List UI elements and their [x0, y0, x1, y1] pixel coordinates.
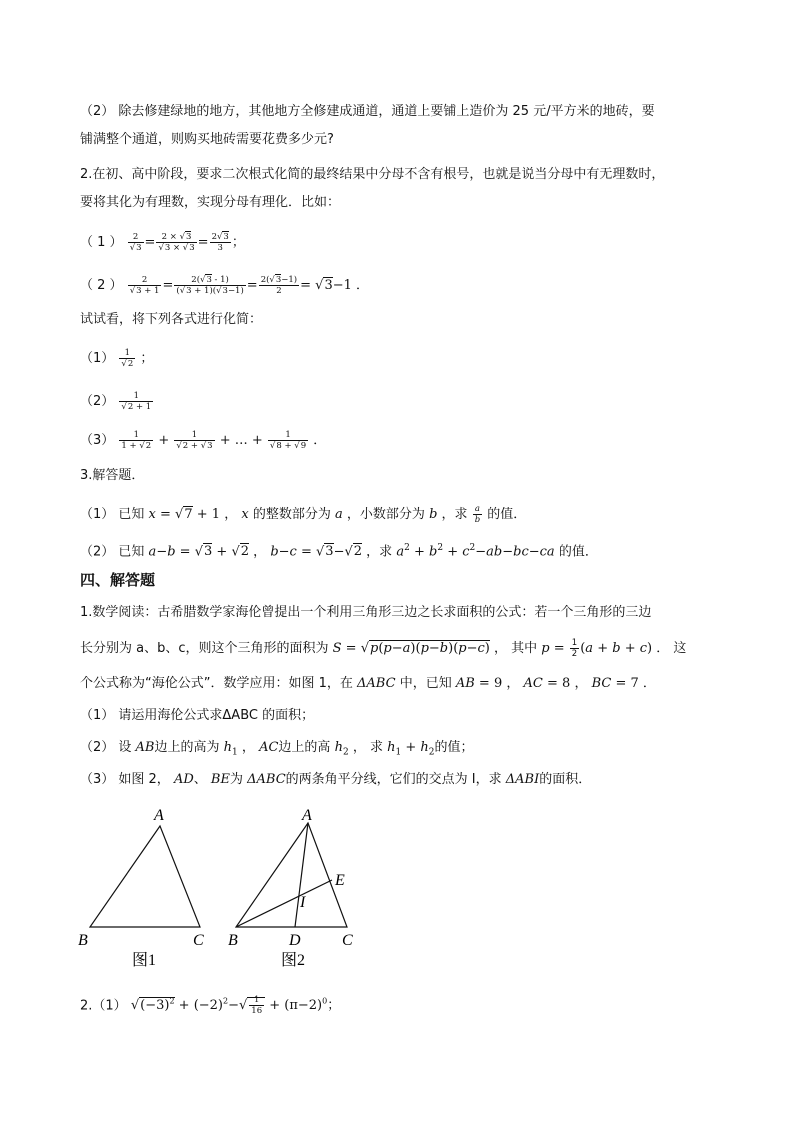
question-3 [80, 430, 326, 451]
bisector-be [236, 880, 332, 927]
figure-caption: 图2 [281, 952, 306, 969]
formula: $\frac{1}{√2 + 1}$ [121, 391, 152, 412]
vertex-label: B [228, 932, 238, 949]
formula: $\frac{1}{1 + √2}$ + $\frac{1}{√2 + √3}$ + … + $\frac{1}{√8 + √9}$ ． [121, 430, 327, 451]
problem-line: 要将其化为有理数，实现分母有理化．比如： [80, 195, 341, 210]
question-label: （3） [80, 433, 115, 448]
geometry-figures [70, 800, 370, 980]
problem-3-part-2: （2） 已知 a−b = √3 + √2 ， b−c = √3−√2 ，求 $a^2 + b^2 + c^2-ab-bc-ca$ 的值． [80, 543, 598, 560]
section-heading: 四、解答题 [80, 571, 156, 589]
heron-line-1: 1.数学阅读：古希腊数学家海伦曾提出一个利用三角形三边之长求面积的公式：若一个三角形的三边 [80, 605, 652, 620]
figure-caption: 图1 [132, 952, 157, 969]
problem-line: 3.解答题． [80, 468, 145, 483]
problem-line: 铺满整个通道，则购买地砖需要花费多少元? [80, 132, 334, 147]
question-label: （1） [80, 351, 115, 366]
formula: $\frac{1}{√2}$ ； [121, 348, 154, 369]
vertex-label: A [302, 807, 312, 824]
vertex-label: I [300, 894, 306, 911]
heron-q2: （2） 设 AB边上的高为 $h_1$ ， AC边上的高 $h_2$ ， 求 $h_1 + h_2$的值； [80, 740, 474, 758]
heron-line-3: 个公式称为“海伦公式”．数学应用：如图 1，在 ΔABC 中，已知 AB = 9 ， AC = 8 ， BC = 7 ． [80, 676, 656, 691]
triangle-abc [236, 823, 347, 927]
formula: $\frac{2}{√3}$ = $\frac{2 \times √3}{√3 \times √3}$ = $\frac{2√3}{3}$ ； [129, 232, 245, 253]
problem-line: 试试看，将下列各式进行化简： [80, 312, 263, 327]
figure-2 [228, 807, 353, 969]
vertex-label: C [342, 932, 353, 949]
heron-line-2: 长分别为 a、b、c，则这个三角形的面积为 S = √p(p−a)(p−b)(p−c) ， 其中 p = $\frac{1}{2}$ (a + b + c) ． 这 [80, 638, 687, 659]
figure-1 [78, 807, 204, 969]
vertex-label: A [154, 807, 164, 824]
problem-3-part-1: （1） 已知 x = √7 + 1 ， x 的整数部分为 a ，小数部分为 b ，求 $\frac{a}{b}$ 的值． [80, 504, 527, 525]
problem-2-part-1: 2.（1） $√(-3)^2 + (-2)^2-√$ $\frac{1}{16}$ + $(\pi-2)^0$； [80, 995, 341, 1017]
vertex-label: C [193, 932, 204, 949]
heron-q3: （3） 如图 2， AD、 BE为 ΔABC的两条角平分线，它们的交点为 I，求 ΔABI的面积． [80, 772, 592, 787]
question-1 [80, 348, 153, 369]
example-2 [80, 275, 369, 296]
question-label: （2） [80, 394, 115, 409]
vertex-label: E [335, 872, 345, 889]
triangle-abc [90, 826, 200, 927]
problem-line: （2） 除去修建绿地的地方，其他地方全修建成通道，通道上要铺上造价为 25 元/平方米的地砖，要 [80, 104, 655, 119]
heron-q1: （1） 请运用海伦公式求ΔABC 的面积； [80, 708, 315, 723]
problem-line: 2.在初、高中阶段，要求二次根式化简的最终结果中分母不含有根号，也就是说当分母中有无理数时， [80, 167, 665, 182]
vertex-label: D [289, 932, 301, 949]
vertex-label: B [78, 932, 88, 949]
example-label: （ 2 ） [80, 278, 123, 293]
example-label: （ 1 ） [80, 235, 123, 250]
question-2 [80, 391, 154, 412]
example-1 [80, 232, 245, 253]
formula: $\frac{2}{√3 + 1}$ = $\frac{2(√3 - 1)}{(√3 + 1)(√3-1)}$ = $\frac{2(√3-1)}{2}$ = √3−1 ． [129, 275, 370, 296]
